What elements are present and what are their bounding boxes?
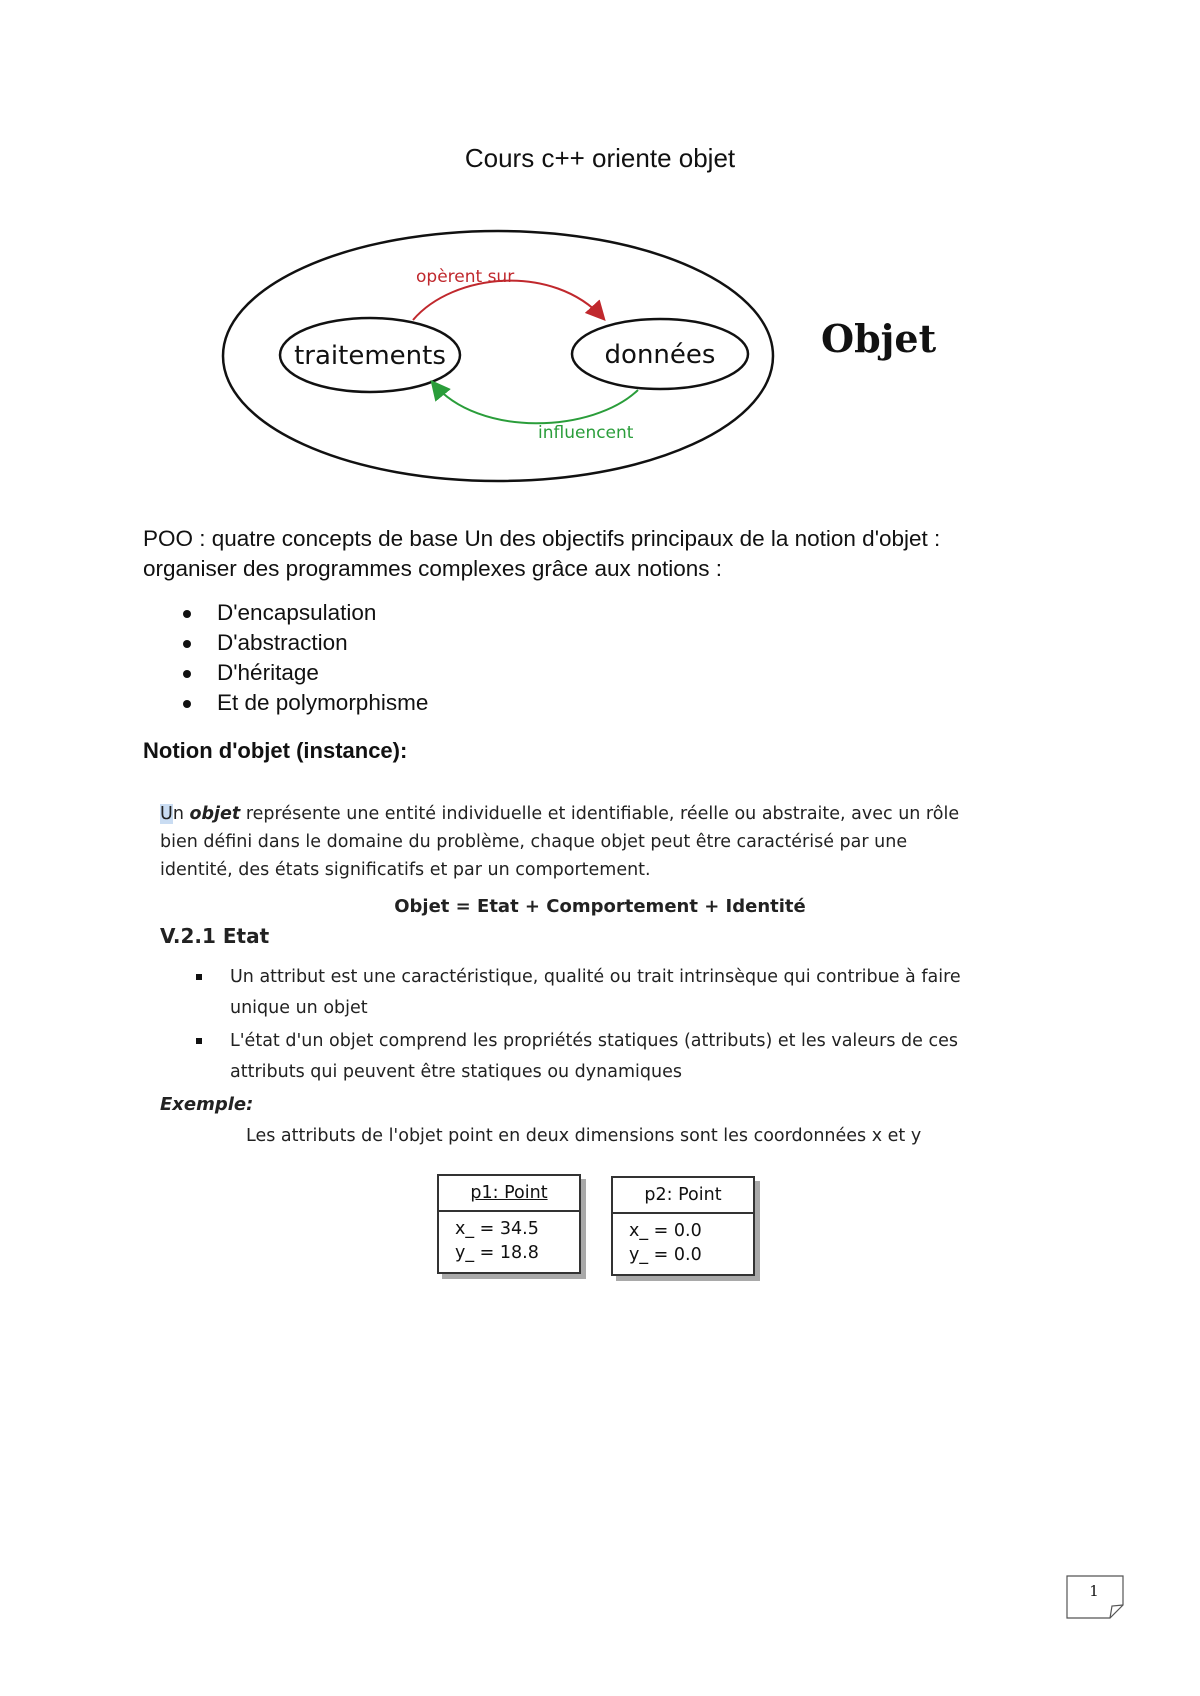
traitements-label: traitements — [294, 341, 446, 371]
square-bullet-icon — [196, 974, 202, 980]
influencent-label: influencent — [538, 423, 634, 443]
donnees-label: données — [604, 340, 716, 370]
point-x-value: x_ = 0.0 — [629, 1221, 702, 1241]
point-header: p2: Point — [644, 1185, 722, 1205]
operent-sur-label: opèrent sur — [416, 267, 515, 287]
point-x-value: x_ = 34.5 — [455, 1219, 539, 1239]
page-number-badge — [1066, 1575, 1124, 1619]
point-card-p2 — [611, 1176, 755, 1276]
formula: Objet = Etat + Comportement + Identité — [394, 896, 806, 917]
concepts-list — [180, 598, 428, 718]
page-title: Cours c++ oriente objet — [464, 143, 736, 173]
text-cursor-highlight: U — [160, 804, 173, 824]
square-bullet-icon — [196, 1038, 202, 1044]
object-diagram — [218, 218, 938, 498]
bullet-icon — [183, 670, 191, 678]
bullet-icon — [183, 610, 191, 618]
term-objet: objet — [189, 804, 241, 824]
exemple-text: Les attributs de l'objet point en deux dimensions sont les coordonnées x et y — [246, 1126, 922, 1146]
point-y-value: y_ = 0.0 — [629, 1245, 702, 1265]
list-item: Un attribut est une caractéristique, qualité ou trait intrinsèque qui contribue à faire unique un objet — [196, 962, 1026, 1024]
section-heading: Notion d'objet (instance): — [143, 738, 408, 763]
list-item: D'héritage — [180, 658, 428, 688]
intro-line-1: POO : quatre concepts de base Un des objectifs principaux de la notion d'objet : — [143, 526, 941, 551]
objet-label: Objet — [821, 316, 937, 361]
definition-paragraph: Un objet représente une entité individuelle et identifiable, réelle ou abstraite, avec un rôle bien défini dans le domaine du problème, chaque objet peut être caractérisé par une identité, des états significatifs et par un comportement. — [160, 804, 960, 880]
intro-line-2: organiser des programmes complexes grâce aux notions : — [143, 556, 723, 581]
point-card-p1 — [437, 1174, 581, 1274]
subsection-heading: V.2.1 Etat — [160, 924, 270, 948]
bullet-icon — [183, 640, 191, 648]
bullet-icon — [183, 700, 191, 708]
point-y-value: y_ = 18.8 — [455, 1243, 539, 1263]
page-number: 1 — [1089, 1582, 1099, 1600]
list-item: Et de polymorphisme — [180, 688, 428, 718]
list-item: L'état d'un objet comprend les propriétés statiques (attributs) et les valeurs de ces attributs qui peuvent être statiques ou dynamiques — [196, 1026, 1026, 1088]
list-item: D'abstraction — [180, 628, 428, 658]
point-header: p1: Point — [470, 1183, 548, 1203]
list-item: D'encapsulation — [180, 598, 428, 628]
influencent-arrow — [433, 383, 638, 423]
exemple-label: Exemple: — [160, 1094, 254, 1115]
